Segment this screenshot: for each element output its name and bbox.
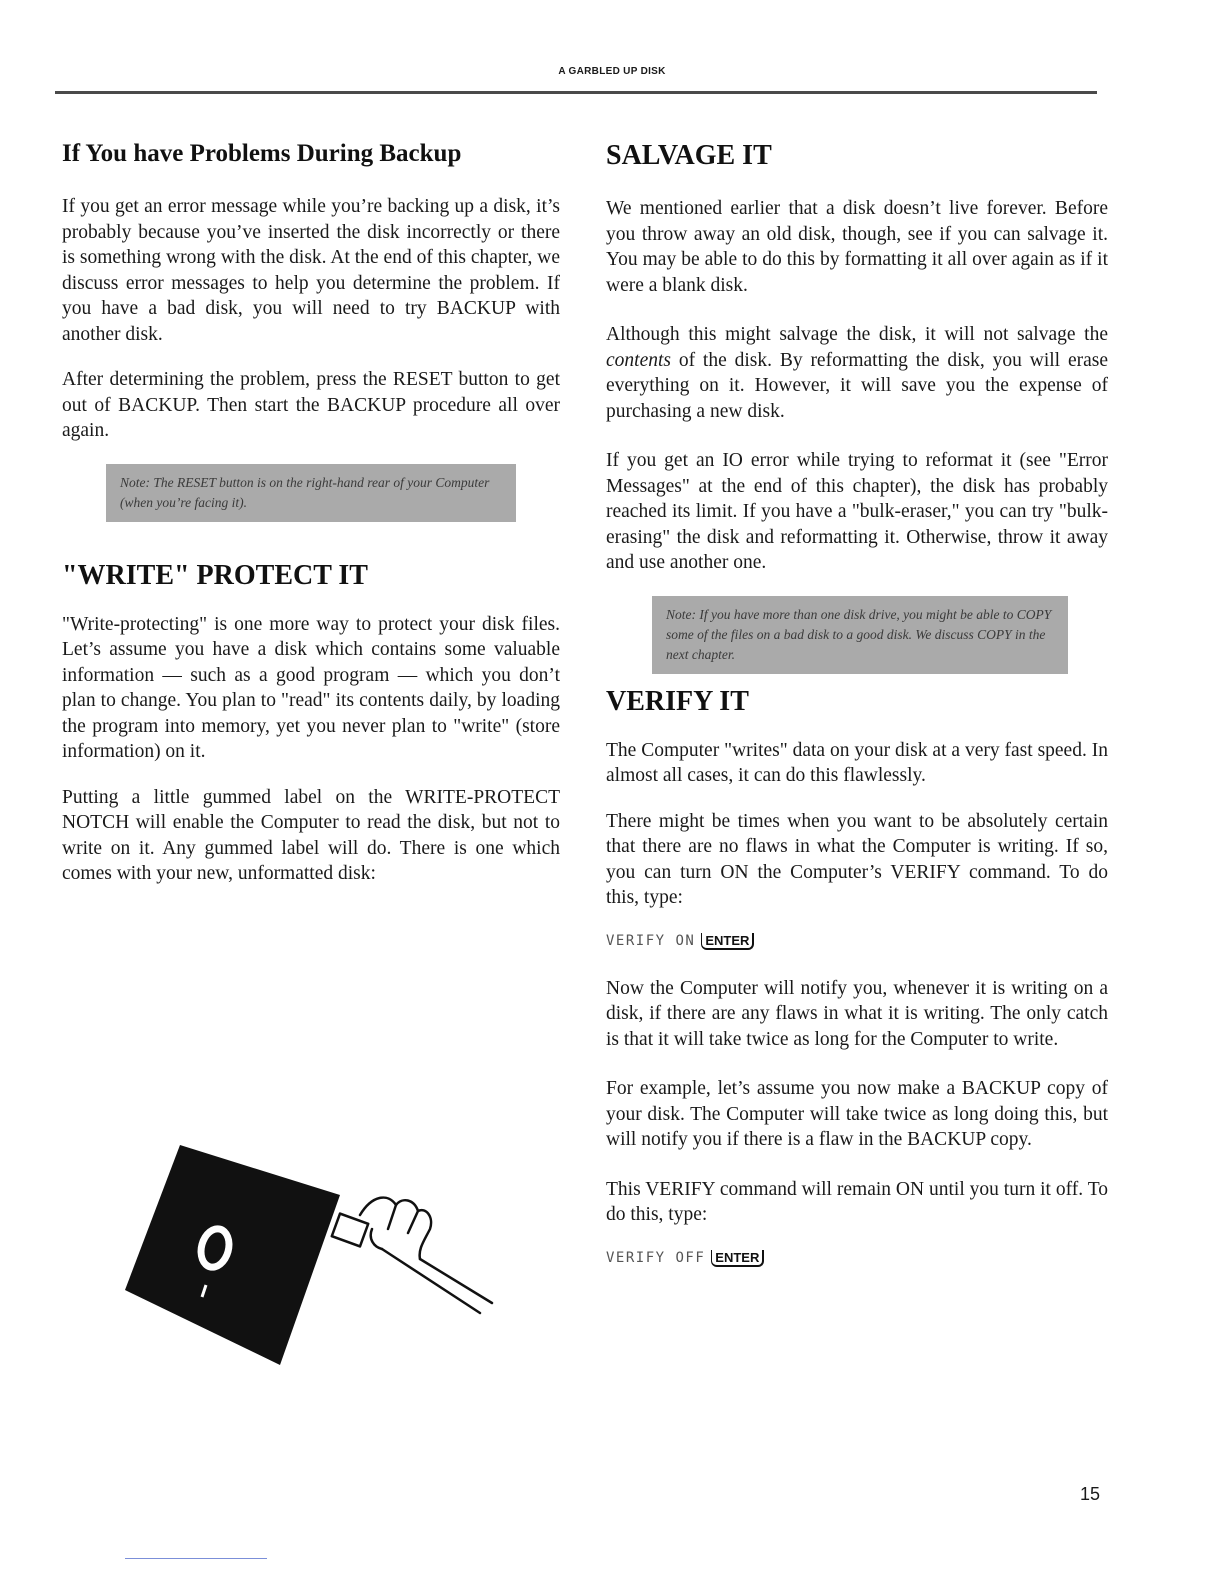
command-verify-off [606,1250,1108,1267]
problems-heading: If You have Problems During Backup [62,140,462,167]
write-protect-paragraph-1: "Write-protecting" is one more way to protect your disk files. Let’s assume you have a disk which contains some valuable information — such as a good program — which you don’t plan to change. You plan to "read" its contents daily, by loading the program into memory, yet you never plan to "write" (store information) on it. [62,613,560,762]
salvage-paragraph-1: We mentioned earlier that a disk doesn’t live forever. Before you throw away an old disk, though, see if you can salvage it. You may be able to do this by formatting it all over again as if it were a blank disk. [606,198,1108,296]
verify-heading: VERIFY IT [606,685,749,717]
page-number: 15 [1080,1484,1101,1504]
note-reset: Note: The RESET button is on the right-hand rear of your Computer (when you’re facing it). [106,464,516,522]
salvage-paragraph-3: If you get an IO error while trying to reformat it (see "Error Messages" at the end of this chapter), the disk has probably reached its limit. If you have a "bulk-eraser," you can try "bulk-erasing" the disk and reformatting it. Otherwise, throw it away and use another one. [606,450,1108,573]
verify-paragraph-4: For example, let’s assume you now make a BACKUP copy of your disk. The Computer will take twice as long doing this, but will notify you if there is a flaw in the BACKUP copy. [606,1078,1108,1150]
floppy-disk-icon [125,1145,340,1365]
verify-paragraph-3: Now the Computer will notify you, whenever it is writing on a disk, if there are any flaws in what it is writing. The only catch is that it will take twice as long for the Computer to write. [606,977,1108,1050]
contents-emphasis: contents [606,349,671,371]
hand-with-label-icon [332,1198,492,1313]
note-copy: Note: If you have more than one disk drive, you might be able to COPY some of the files on a bad disk to a good disk. We discuss COPY in the next chapter. [652,596,1068,674]
verify-paragraph-5: This VERIFY command will remain ON until you turn it off. To do this, type: [606,1178,1108,1225]
problems-paragraph-2: After determining the problem, press the RESET button to get out of BACKUP. Then start the BACKUP procedure all over again. [62,369,560,441]
salvage-paragraph-2-start: Although this might salvage the disk, it will not salvage the [606,324,1108,345]
salvage-heading: SALVAGE IT [606,140,772,171]
salvage-paragraph-2-end: of the disk. By reformatting the disk, you will erase everything on it. However, it will save you the expense of purchasing a new disk. [606,349,1108,422]
write-protect-paragraph-2: Putting a little gummed label on the WRITE-PROTECT NOTCH will enable the Computer to read the disk, but not to write on it. Any gummed label will do. There is one which comes with your new, unformatted disk: [62,786,560,884]
header-rule [55,91,1097,94]
bottom-line [125,1558,267,1559]
write-protect-illustration [120,1125,510,1370]
salvage-paragraph-2 [606,322,1108,424]
command-verify-on-text: VERIFY ON [606,932,696,949]
command-verify-on [606,933,1108,950]
right-column [606,140,1108,1267]
running-head: A GARBLED UP DISK [558,66,666,77]
enter-key-icon: ENTER [711,1250,764,1267]
left-column [62,140,560,887]
enter-key-icon: ENTER [701,933,754,950]
verify-paragraph-1: The Computer "writes" data on your disk at a very fast speed. In almost all cases, it can do this flawlessly. [606,739,1108,786]
verify-paragraph-2: There might be times when you want to be absolutely certain that there are no flaws in what the Computer is writing. If so, you can turn ON the Computer’s VERIFY command. To do this, type: [606,810,1108,908]
problems-paragraph-1: If you get an error message while you’re backing up a disk, it’s probably because you’ve inserted the disk incorrectly or there is something wrong with the disk. At the end of this chapter, we discuss error messages to help you determine the problem. If you have a bad disk, you will need to try BACKUP with another disk. [62,196,560,345]
write-protect-heading: "WRITE" PROTECT IT [62,559,368,591]
command-verify-off-text: VERIFY OFF [606,1249,706,1266]
